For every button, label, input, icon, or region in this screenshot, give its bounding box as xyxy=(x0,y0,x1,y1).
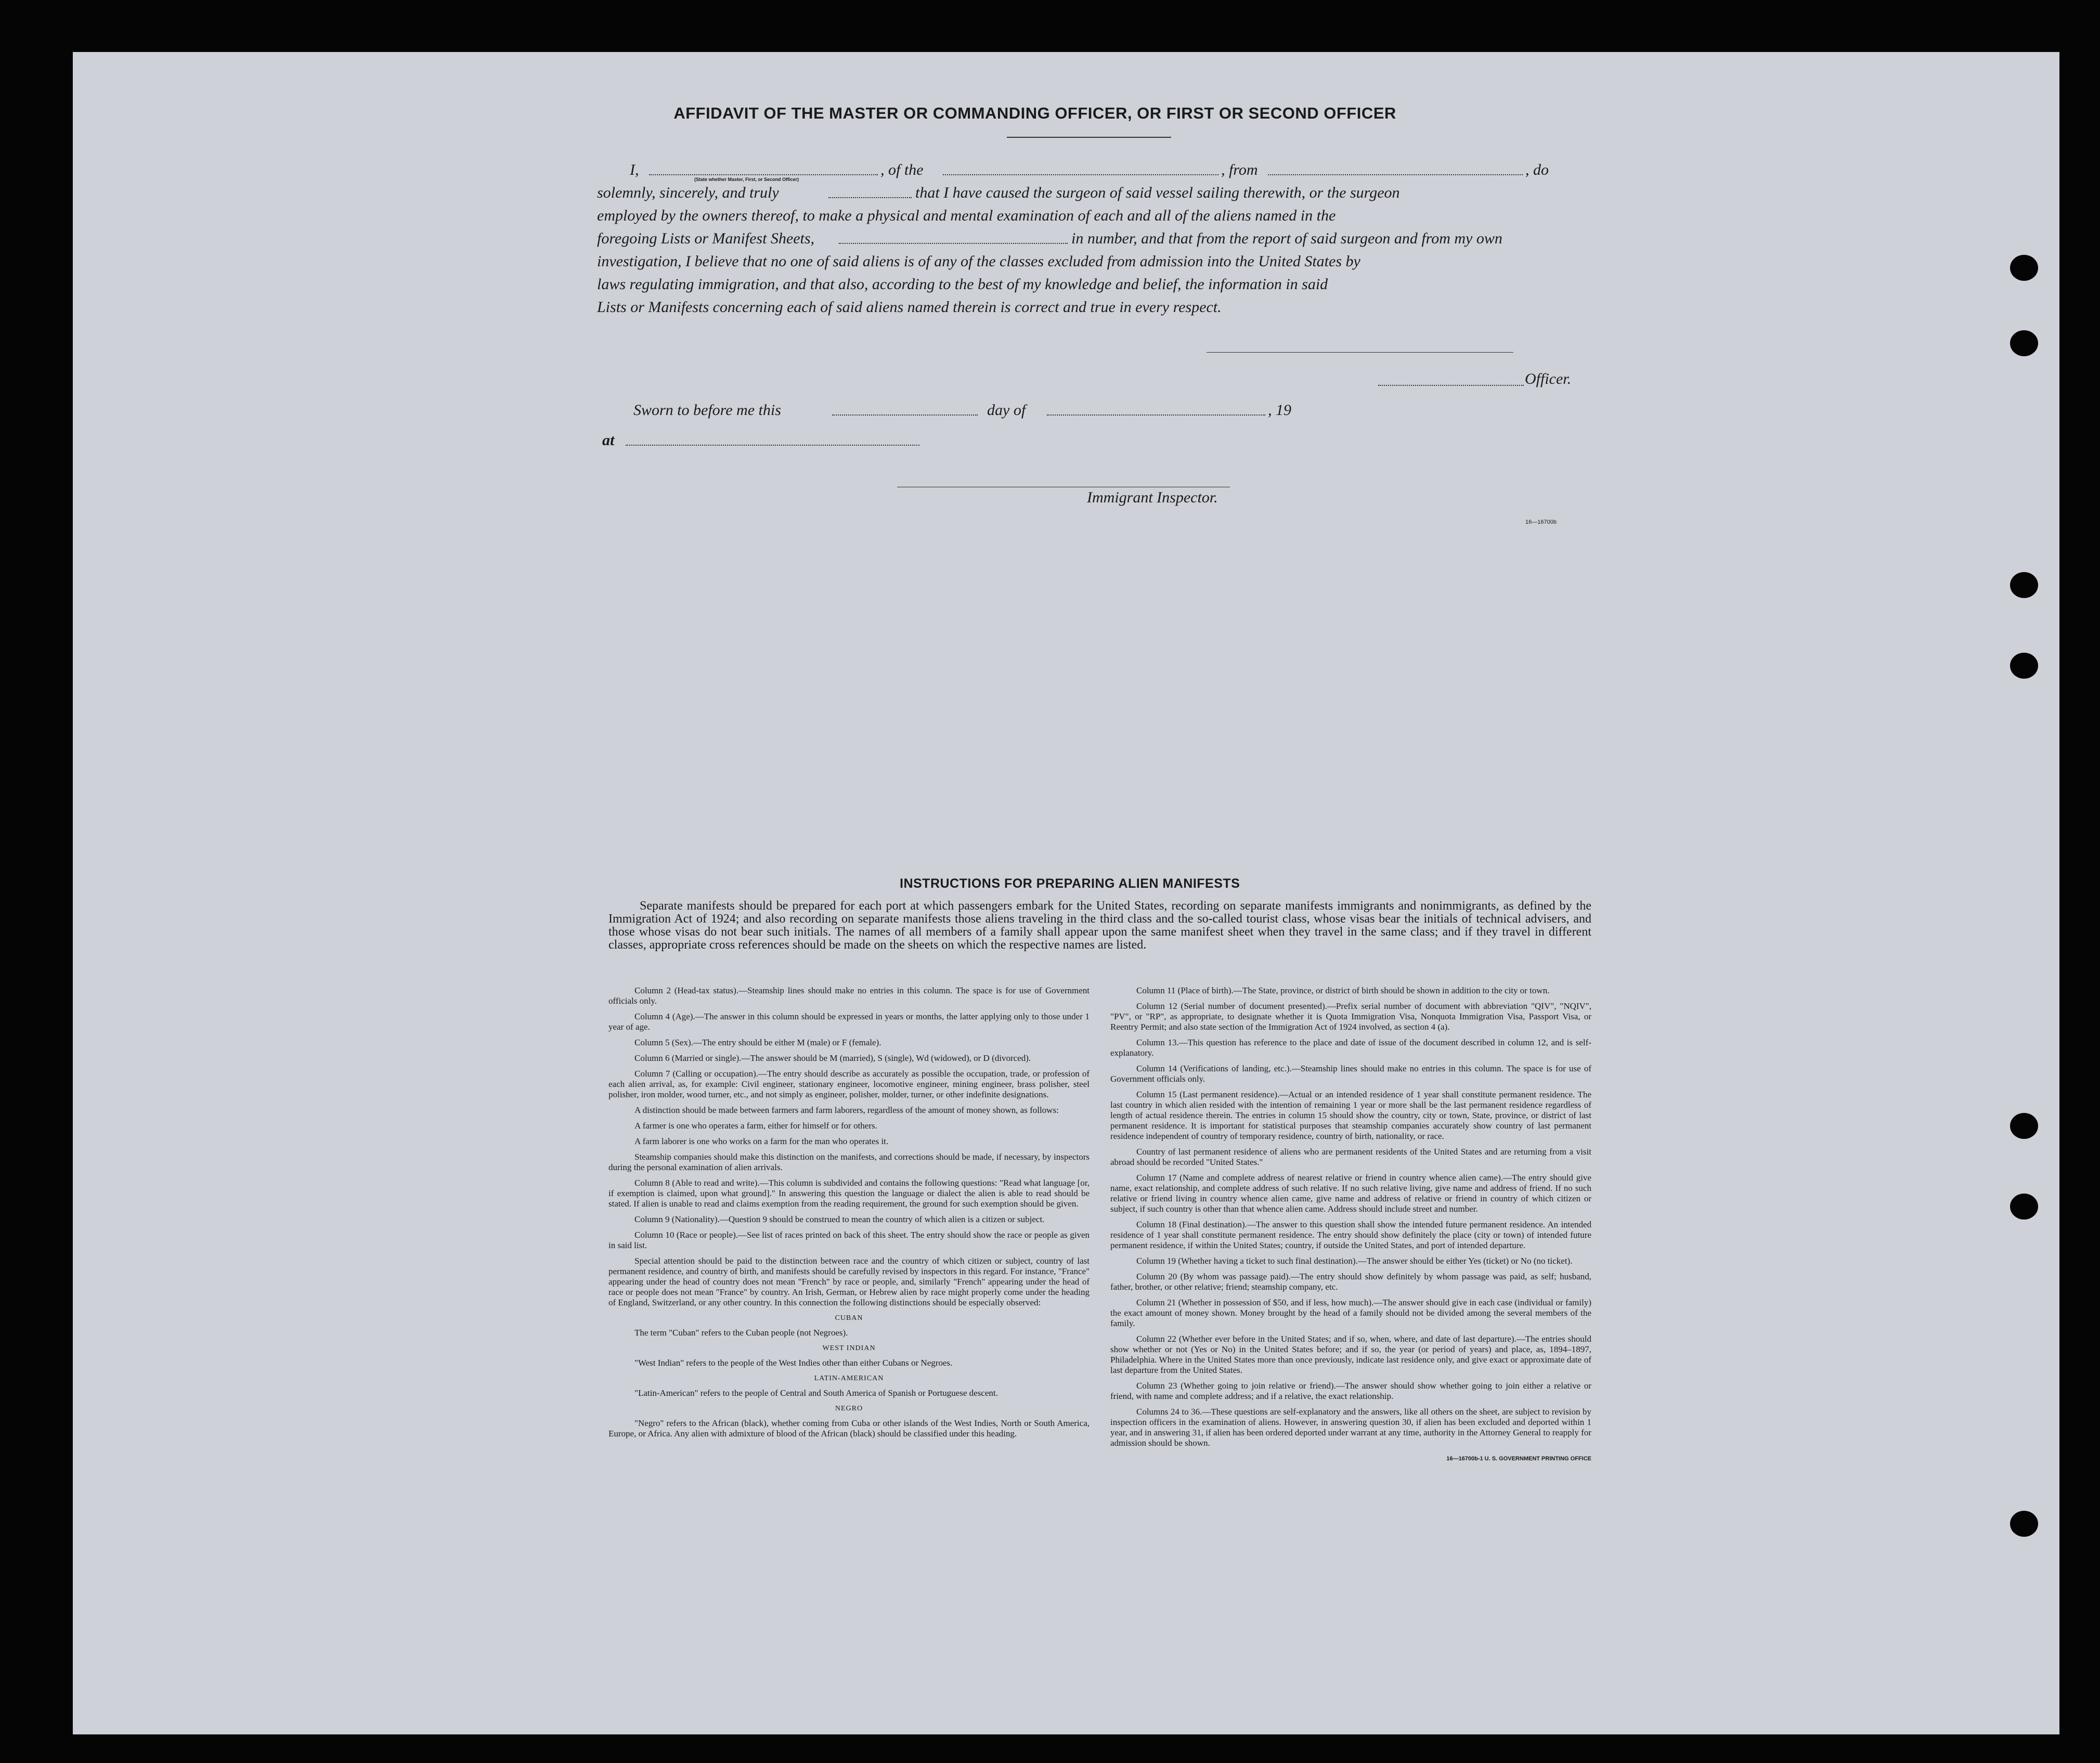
at-line: at xyxy=(602,429,966,452)
instruction-paragraph: Steamship companies should make this distinction on the manifests, and corrections should be made, if necessary, by inspectors during the personal examination of alien arrivals. xyxy=(608,1152,1090,1172)
sworn-line: Sworn to before me this day of , 19 xyxy=(633,401,1291,419)
word-do: , do xyxy=(1525,161,1549,178)
word-from: , from xyxy=(1221,161,1258,178)
affidavit-line-2: employed by the owners thereof, to make a physical and mental examination of each and all of the aliens named in the xyxy=(597,207,1336,224)
punch-hole xyxy=(2010,330,2038,356)
instruction-paragraph: Column 2 (Head-tax status).—Steamship lines should make no entries in this column. The space is for use of Government officials only. xyxy=(608,986,1090,1006)
sworn-month-field[interactable] xyxy=(1047,414,1265,416)
instruction-paragraph: Column 21 (Whether in possession of $50, and if less, how much).—The answer should give in each case (individual or family) the exact amount of money shown. Money brought by the head of a family should not be divided among the several members of the family. xyxy=(1110,1298,1591,1328)
punch-hole xyxy=(2010,1194,2038,1220)
affidavit-line-5: laws regulating immigration, and that also, according to the best of my knowledge and belief, the information in said xyxy=(597,276,1328,293)
printing-office-footer: 16—16700b-1 U. S. GOVERNMENT PRINTING OFFICE xyxy=(1446,1456,1591,1462)
instruction-paragraph: Column 15 (Last permanent residence).—Actual or an intended residence of 1 year shall constitute permanent residence. The last country in which alien resided with the intention of remaining 1 year or more shall be the last permanent residence regardless of length of actual residence therein. The entries in column 15 should show the country, city or town, State, province, or district of last permanent residence. It is important for statistical purposes that steamship companies accurately show country of last permanent residence independent of country of temporary residence, country of birth, nationality, or race. xyxy=(1110,1090,1591,1141)
instruction-paragraph: Column 8 (Able to read and write).—This column is subdivided and contains the following questions: "Read what language [or, if exemption is claimed, upon what ground]." In answering this question the language or dialect the alien is able to read should be stated. If alien is unable to read and claims exemption from the reading requirement, the ground for such exemption should be given. xyxy=(608,1178,1090,1209)
punch-hole xyxy=(2010,1511,2038,1537)
section-heading: CUBAN xyxy=(835,1314,863,1322)
instruction-paragraph: Column 17 (Name and complete address of nearest relative or friend in country whence alien came).—The entry should give name, exact relationship, and complete address of such relative. If no such relative living, give name and address of friend. If no such relative or friend living in country whence alien came, give name and address of relative or friend in country of which citizen or subject, if such country is other than that whence alien came. Address should include street and number. xyxy=(1110,1173,1591,1214)
instruction-paragraph: Column 23 (Whether going to join relative or friend).—The answer should show whether going to join either a relative or friend, with name and complete address; and if a relative, the exact relationship. xyxy=(1110,1381,1591,1401)
instructions-left-column xyxy=(608,986,1090,1444)
sworn-place-field[interactable] xyxy=(626,445,919,446)
officer-rank-field[interactable] xyxy=(649,174,878,175)
instruction-paragraph: The term "Cuban" refers to the Cuban people (not Negroes). xyxy=(634,1328,848,1338)
instructions-right-column xyxy=(1110,986,1591,1469)
title-underline xyxy=(1007,137,1171,138)
affidavit-line-4: investigation, I believe that no one of said aliens is of any of the classes excluded from admission into the United States by xyxy=(597,253,1360,270)
instruction-paragraph: "Latin-American" refers to the people of Central and South America of Spanish or Portuguese descent. xyxy=(634,1388,998,1398)
instruction-paragraph: Column 11 (Place of birth).—The State, province, or district of birth should be shown in addition to the city or town. xyxy=(1136,986,1550,995)
instruction-paragraph: A farm laborer is one who works on a farm for the man who operates it. xyxy=(634,1136,889,1146)
instruction-paragraph: Country of last permanent residence of aliens who are permanent residents of the United States and are returning from a visit abroad should be recorded "United States." xyxy=(1110,1147,1591,1167)
instruction-paragraph: A farmer is one who operates a farm, either for himself or for others. xyxy=(634,1121,877,1131)
affidavit-line-3: foregoing Lists or Manifest Sheets, in number, and that from the report of said surgeon and from my own xyxy=(597,230,1502,247)
instruction-paragraph: Column 20 (By whom was passage paid).—The entry should show definitely by whom passage was paid, as self; husband, father, brother, or other relative; friend; steamship company, etc. xyxy=(1110,1272,1591,1292)
day-field[interactable] xyxy=(828,197,912,198)
instruction-paragraph: Column 13.—This question has reference to the place and date of issue of the document described in column 12, and is self-explanatory. xyxy=(1110,1038,1591,1058)
officer-signature-line[interactable] xyxy=(1207,352,1513,353)
sworn-day-field[interactable] xyxy=(832,414,978,416)
punch-hole xyxy=(2010,653,2038,679)
instruction-paragraph: Column 9 (Nationality).—Question 9 should be construed to mean the country of which alien is a citizen or subject. xyxy=(634,1214,1045,1224)
affidavit-title: AFFIDAVIT OF THE MASTER OR COMMANDING OFFICER, OR FIRST OR SECOND OFFICER xyxy=(673,104,1396,122)
instruction-paragraph: Column 5 (Sex).—The entry should be either M (male) or F (female). xyxy=(634,1038,882,1047)
instruction-paragraph: "Negro" refers to the African (black), whether coming from Cuba or other islands of the West Indies, North or South America, Europe, or Africa. Any alien with admixture of blood of the African (black) should be classified under this heading. xyxy=(608,1418,1090,1438)
instruction-paragraph: Column 6 (Married or single).—The answer should be M (married), S (single), Wd (widowed), or D (divorced). xyxy=(634,1053,1031,1063)
instruction-paragraph: Column 22 (Whether ever before in the United States; and if so, when, where, and date of last departure).—The entries should show whether or not (Yes or No) in the United States before; and if so, the year (or period of years) and place, as, 1894–1897, Philadelphia. Where in the United States more than once previously, indicate last residence only, and give exact or approximate date of last departure from the United States. xyxy=(1110,1334,1591,1375)
port-field[interactable] xyxy=(1268,174,1523,175)
instruction-paragraph: Column 18 (Final destination).—The answer to this question shall show the intended future permanent residence. An intended residence of 1 year shall constitute permanent residence. The entry should show definitely the place (city or town) of intended future permanent residence, if within the United States; country, if outside the United States, and port of intended departure. xyxy=(1110,1220,1591,1250)
punch-hole xyxy=(2010,255,2038,281)
inspector-label: Immigrant Inspector. xyxy=(1087,489,1218,506)
instruction-paragraph: Column 14 (Verifications of landing, etc.).—Steamship lines should make no entries in this column. The space is for use of Government officials only. xyxy=(1110,1064,1591,1084)
instruction-paragraph: A distinction should be made between farmers and farm laborers, regardless of the amount of money shown, as follows: xyxy=(634,1105,1059,1115)
instruction-paragraph: "West Indian" refers to the people of the West Indies other than either Cubans or Negroes. xyxy=(634,1358,953,1368)
sheet-count-field[interactable] xyxy=(839,243,1068,244)
punch-hole xyxy=(2010,1113,2038,1139)
document-sheet xyxy=(73,52,2059,1734)
form-number: 16—16700b xyxy=(1525,519,1557,525)
affidavit-line-6: Lists or Manifests concerning each of said aliens named therein is correct and true in every respect. xyxy=(597,299,1222,316)
word-i: I, xyxy=(630,161,639,178)
section-heading: LATIN-AMERICAN xyxy=(814,1375,884,1382)
instruction-paragraph: Column 10 (Race or people).—See list of races printed on back of this sheet. The entry should show the race or people as given in said list. xyxy=(608,1230,1090,1250)
punch-hole xyxy=(2010,572,2038,598)
officer-label: Officer. xyxy=(1525,370,1572,387)
instruction-paragraph: Column 4 (Age).—The answer in this column should be expressed in years or months, the latter applying only to those under 1 year of age. xyxy=(608,1012,1090,1032)
section-heading: NEGRO xyxy=(835,1405,863,1412)
vessel-name-field[interactable] xyxy=(943,174,1218,175)
instruction-paragraph: Column 7 (Calling or occupation).—The entry should describe as accurately as possible the occupation, trade, or profession of each alien arrival, as, for example: Civil engineer, stationary engineer, locomotive engineer, mining engineer, brass polisher, steel polisher, iron molder, wood turner, etc., and not simply as engineer, polisher, molder, turner, or other indefinite designations. xyxy=(608,1069,1090,1099)
officer-title-line[interactable] xyxy=(1378,385,1524,386)
instructions-intro: Separate manifests should be prepared for each port at which passengers embark for the United States, recording on separate manifests immigrants and nonimmigrants, as defined by the Immigration Act of 1924; and also recording on separate manifests those aliens traveling in the third class and the so-called tourist class, whose visas bear the initials of technical advisers, and those whose visas do not bear such initials. The names of all members of a family shall appear upon the same manifest sheet when they travel in the same class; and if they travel in different classes, appropriate cross references should be made on the sheets on which the respective names are listed. xyxy=(608,899,1591,952)
affidavit-line-1: solemnly, sincerely, and truly that I have caused the surgeon of said vessel sailing therewith, or the surgeon xyxy=(597,184,1400,201)
section-heading: WEST INDIAN xyxy=(822,1344,876,1352)
word-of-the: , of the xyxy=(880,161,924,178)
rank-note: (State whether Master, First, or Second Officer) xyxy=(694,177,799,182)
instruction-paragraph: Column 12 (Serial number of document presented).—Prefix serial number of document with abbreviation "QIV", "NQIV", "PV", or "RP", as appropriate, to designate whether it is Quota Immigration Visa, Nonquota Immigration Visa, Passport Visa, or Reentry Permit; and also state section of the Immigration Act of 1924 involved, as section 4 (a). xyxy=(1110,1001,1591,1032)
instruction-paragraph: Columns 24 to 36.—These questions are self-explanatory and the answers, like all others on the sheet, are subject to revision by inspection officers in the examination of aliens. However, in answering question 30, if alien has been excluded and deported within 1 year, and in answering 31, if alien has been ordered deported under warrant at any time, authority in the Attorney General to reapply for admission should be shown. xyxy=(1110,1407,1591,1448)
instructions-title: INSTRUCTIONS FOR PREPARING ALIEN MANIFESTS xyxy=(900,876,1240,891)
instruction-paragraph: Column 19 (Whether having a ticket to such final destination).—The answer should be either Yes (ticket) or No (no ticket). xyxy=(1136,1256,1573,1266)
instruction-paragraph: Special attention should be paid to the distinction between race and the country of which citizen or subject, country of last permanent residence, and country of birth, and manifests should be carefully revised by inspectors in this regard. For instance, "France" appearing under the head of country does not mean "French" by race or people, and, similarly "French" appearing under the head of race or people does not mean "France" by country. An Irish, German, or Hebrew alien by race might properly come under the heading of England, Switzerland, or any other country. In this connection the following distinctions should be especially observed: xyxy=(608,1256,1090,1307)
